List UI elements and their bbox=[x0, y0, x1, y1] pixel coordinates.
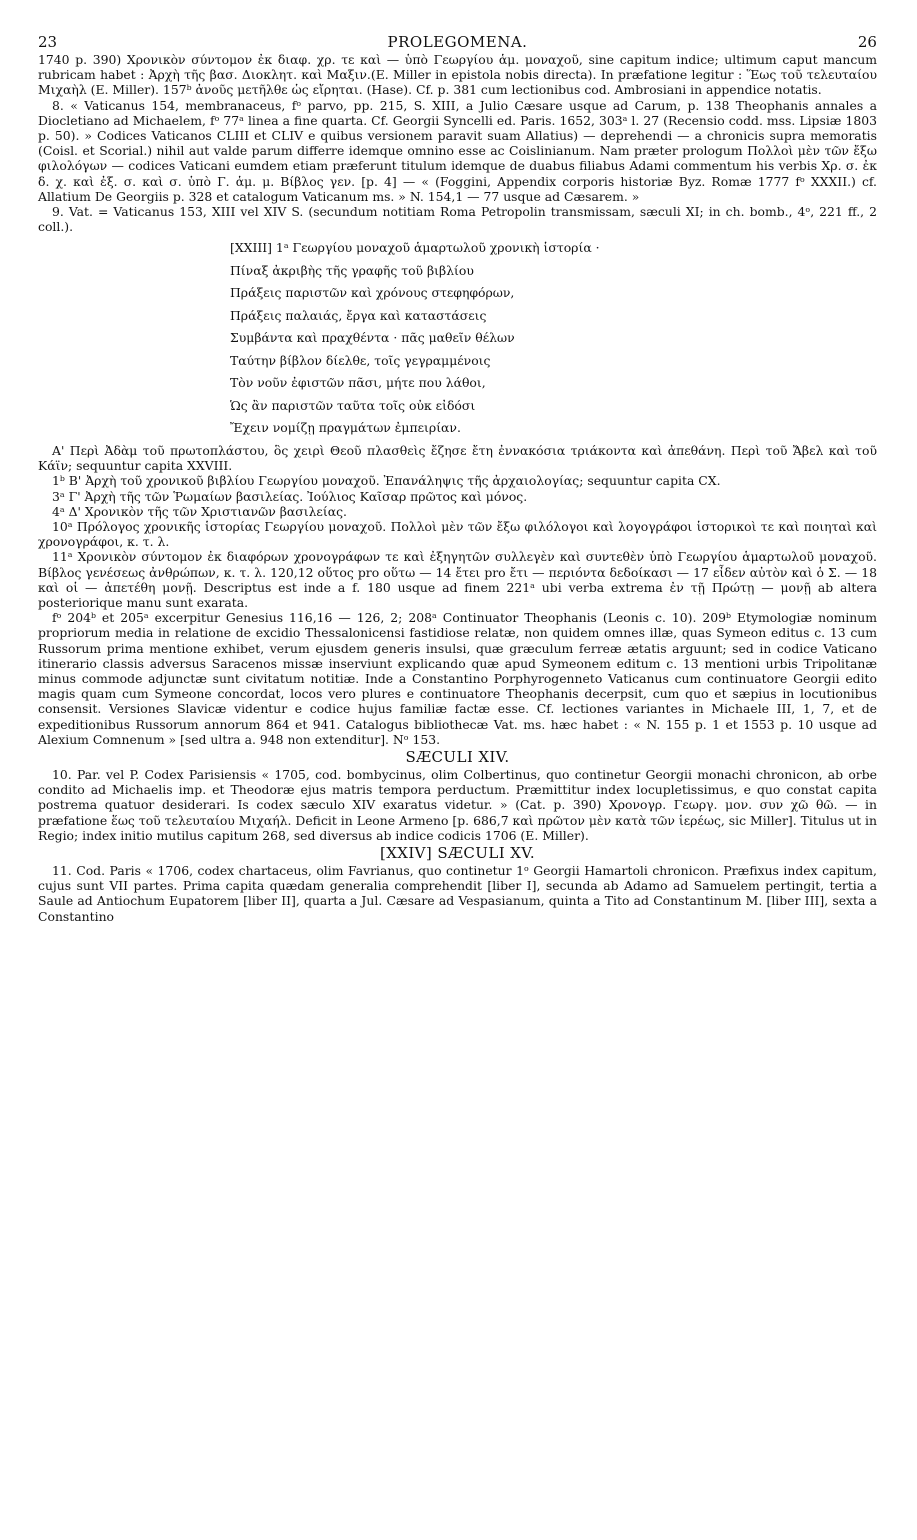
verse-line: Ταύτην βίβλον δίελθε, τοῖς γεγραμμένοις bbox=[230, 352, 491, 368]
running-head bbox=[38, 34, 877, 50]
verse-block bbox=[230, 237, 877, 440]
paragraph: 4ᵃ Δ' Χρονικὸν τῆς τῶν Χριστιανῶν βασιλείας. bbox=[52, 503, 347, 519]
document-body bbox=[38, 52, 877, 924]
page-number-left: 23 bbox=[38, 33, 58, 51]
running-title: PROLEGOMENA. bbox=[387, 33, 528, 51]
paragraph: Α' Περὶ Ἀδὰμ τοῦ πρωτοπλάστου, ὃς χειρὶ Θεοῦ πλασθεὶς ἔζησε ἔτη ἐννακόσια τριάκοντα καὶ ἀπεθάνη. Περὶ τοῦ Ἄβελ καὶ τοῦ Κάϊν; sequuntur capita XXVIII. bbox=[38, 442, 877, 474]
page-number-right: 26 bbox=[857, 33, 877, 51]
paragraph: 9. Vat. = Vaticanus 153, XIII vel XIV S. (secundum notitiam Roma Petropolin transmissam, sæculi XI; in ch. bomb., 4ᵒ, 221 ff., 2 coll.). bbox=[38, 204, 877, 235]
section-heading: SÆCULI XIV. bbox=[405, 748, 510, 766]
verse-line: Πίναξ ἀκριβὴς τῆς γραφῆς τοῦ βιβλίου bbox=[230, 262, 474, 278]
verse-line: Ὡς ἂν παριστῶν ταῦτα τοῖς οὐκ εἰδόσι bbox=[230, 397, 476, 413]
verse-line: Τὸν νοῦν ἐφιστῶν πᾶσι, μήτε που λάθοι, bbox=[230, 375, 486, 391]
paragraph: 1ᵇ Β' Ἀρχὴ τοῦ χρονικοῦ βιβλίου Γεωργίου μοναχοῦ. Ἐπανάληψις τῆς ἀρχαιολογίας; sequuntur capita CX. bbox=[52, 473, 721, 489]
paragraph: 10. Par. vel P. Codex Parisiensis « 1705, cod. bombycinus, olim Colbertinus, quo continetur Georgii monachi chronicon, ab orbe condito ad Michaelis imp. et Theodoræ ejus matris tempora perductum. Præmittitur index locupletissimus, e quo constat capita postrema quatuor desiderari. Is codex sæculo XIV exaratus videtur. » (Cat. p. 390) Χρονογρ. Γεωργ. μον. συν χῶ θῶ. — in præfatione ἕως τοῦ τελευταίου Μιχαήλ. Deficit in Leone Armeno [p. 686,7 καὶ πρῶτον μὲν κατὰ τῶν ἱερέως, sic Miller]. Titulus ut in Regio; index initio mutilus capitum 268, sed diversus ab indice codicis 1706 (E. Miller). bbox=[38, 767, 877, 843]
paragraph: 1740 p. 390) Χρονικὸν σύντομον ἐκ διαφ. χρ. τε καὶ — ὑπὸ Γεωργίου ἁμ. μοναχοῦ, sine capitum indice; ultimum caput mancum rubricam habet : Ἀρχὴ τῆς βασ. Διοκλητ. καὶ Μαξιν.(E. Miller in epistola nobis directa). In præfatione legitur : Ἕως τοῦ τελευταίου Μιχαὴλ (E. Miller). 157ᵇ ἀνοῦς μετῆλθε ὡς εἴρηται. (Hase). Cf. p. 381 cum lectionibus cod. Ambrosiani in appendice notatis. bbox=[38, 52, 877, 98]
verse-line: Πράξεις παριστῶν καὶ χρόνους στεφηφόρων, bbox=[230, 285, 515, 301]
verse-line: Πράξεις παλαιάς, ἔργα καὶ καταστάσεις bbox=[230, 307, 487, 323]
paragraph: 3ᵃ Γ' Ἀρχὴ τῆς τῶν Ῥωμαίων βασιλείας. Ἰούλιος Καῖσαρ πρῶτος καὶ μόνος. bbox=[52, 488, 528, 504]
verse-line: [XXIII] 1ᵃ Γεωργίου μοναχοῦ ἁμαρτωλοῦ χρονικὴ ἱστορία · bbox=[230, 240, 600, 256]
verse-line: Συμβάντα καὶ πραχθέντα · πᾶς μαθεῖν θέλων bbox=[230, 330, 515, 346]
paragraph: 11ᵃ Χρονικὸν σύντομον ἐκ διαφόρων χρονογράφων τε καὶ ἐξηγητῶν συλλεγὲν καὶ συντεθὲν ὑπὸ Γεωργίου ἁμαρτωλοῦ μοναχοῦ. Βίβλος γενέσεως ἀνθρώπων, κ. τ. λ. 120,12 οὕτος pro οὕτω — 14 ἔτει pro ἔτι — περιόντα δεδοίκασι — 17 εἶδεν αὐτὸν καὶ ὁ Σ. — 18 καὶ οἱ — ἀπετέθη μονῇ. Descriptus est inde a f. 180 usque ad finem 221ᵃ ubi verba extrema ἐν τῇ Πρώτῃ — μονῇ ab altera posteriorique manu sunt exarata. bbox=[38, 549, 877, 610]
paragraph: 10ᵃ Πρόλογος χρονικῆς ἱστορίας Γεωργίου μοναχοῦ. Πολλοὶ μὲν τῶν ἔξω φιλόλογοι καὶ λογογράφοι ἱστορικοὶ τε καὶ ποιηταὶ καὶ χρονογράφοι, κ. τ. λ. bbox=[38, 518, 877, 550]
verse-line: Ἔχειν νομίζῃ πραγμάτων ἐμπειρίαν. bbox=[230, 420, 461, 436]
section-heading: [XXIV] SÆCULI XV. bbox=[379, 844, 536, 863]
paragraph: fᵒ 204ᵇ et 205ᵃ excerpitur Genesius 116,16 — 126, 2; 208ᵃ Continuator Theophanis (Leonis c. 10). 209ᵇ Etymologiæ nominum propriorum media in relatione de excidio Thessalonicensi fastidiose relatæ, non quidem omnes illæ, quas Symeon editus c. 13 cum Russorum prima mentione exhibet, verum ejusdem generis insulsi, quæ græculum ferreæ ætatis arguunt; sed in codice Vaticano itinerario classis adversus Saracenos missæ inserviunt explicando quæ apud Symeonem editum c. 13 mentioni urbis Tripolitanæ minus commode adjunctæ sunt civitatum notitiæ. Inde a Constantino Porphyrogenneto Vaticanus cum continuatore Georgii edito magis quam cum Symeone concordat, locos vero plures e continuatore Theophanis decerpsit, cum quo et sæpius in locutionibus consensit. Versiones Slavicæ videntur e codice hujus familiæ factæ esse. Cf. lectiones variantes in Michaele III, 1, 7, et de expeditionibus Russorum annorum 864 et 941. Catalogus bibliothecæ Vat. ms. hæc habet : « N. 155 p. 1 et 1553 p. 10 usque ad Alexium Comnenum » [sed ultra a. 948 non extenditur]. Nᵒ 153. bbox=[38, 610, 877, 747]
paragraph: 8. « Vaticanus 154, membranaceus, fᵒ parvo, pp. 215, S. XIII, a Julio Cæsare usque ad Carum, p. 138 Theophanis annales a Diocletiano ad Michaelem, fᵒ 77ᵃ linea a fine quarta. Cf. Georgii Syncelli ed. Paris. 1652, 303ᵃ l. 27 (Recensio codd. mss. Lipsiæ 1803 p. 50). » Codices Vaticanos CLIII et CLIV e quibus versionem paravit suam Allatius) — deprehendi — a chronicis supra memoratis (Coisl. et Scorial.) nihil aut valde parum differre idemque omnino esse ac Coislinianum. Nam præter prologum Πολλοὶ μὲν τῶν ἔξω φιλολόγων — codices Vaticani eumdem etiam præferunt titulum idemque de duabus filiabus Adami commentum his verbis Χρ. σ. ἐκ δ. χ. καὶ ἐξ. σ. καὶ σ. ὑπὸ Γ. ἁμ. μ. Βίβλος γεν. [p. 4] — « (Foggini, Appendix corporis historiæ Byz. Romæ 1777 fᵒ XXXII.) cf. Allatium De Georgiis p. 328 et catalogum Vaticanum ms. » N. 154,1 — 77 usque ad Cæsarem. » bbox=[38, 97, 877, 204]
paragraph: 11. Cod. Paris « 1706, codex chartaceus, olim Favrianus, quo continetur 1ᵒ Georgii Hamartoli chronicon. Præfixus index capitum, cujus sunt VII partes. Prima capita quædam generalia comprehendit [liber I], secunda ab Adamo ad Samuelem pertingit, tertia a Saule ad Antiochum Eupatorem [liber II], quarta a Jul. Cæsare ad Vespasianum, quinta a Tito ad Constantinum M. [liber III], sexta a Constantino bbox=[38, 863, 877, 924]
